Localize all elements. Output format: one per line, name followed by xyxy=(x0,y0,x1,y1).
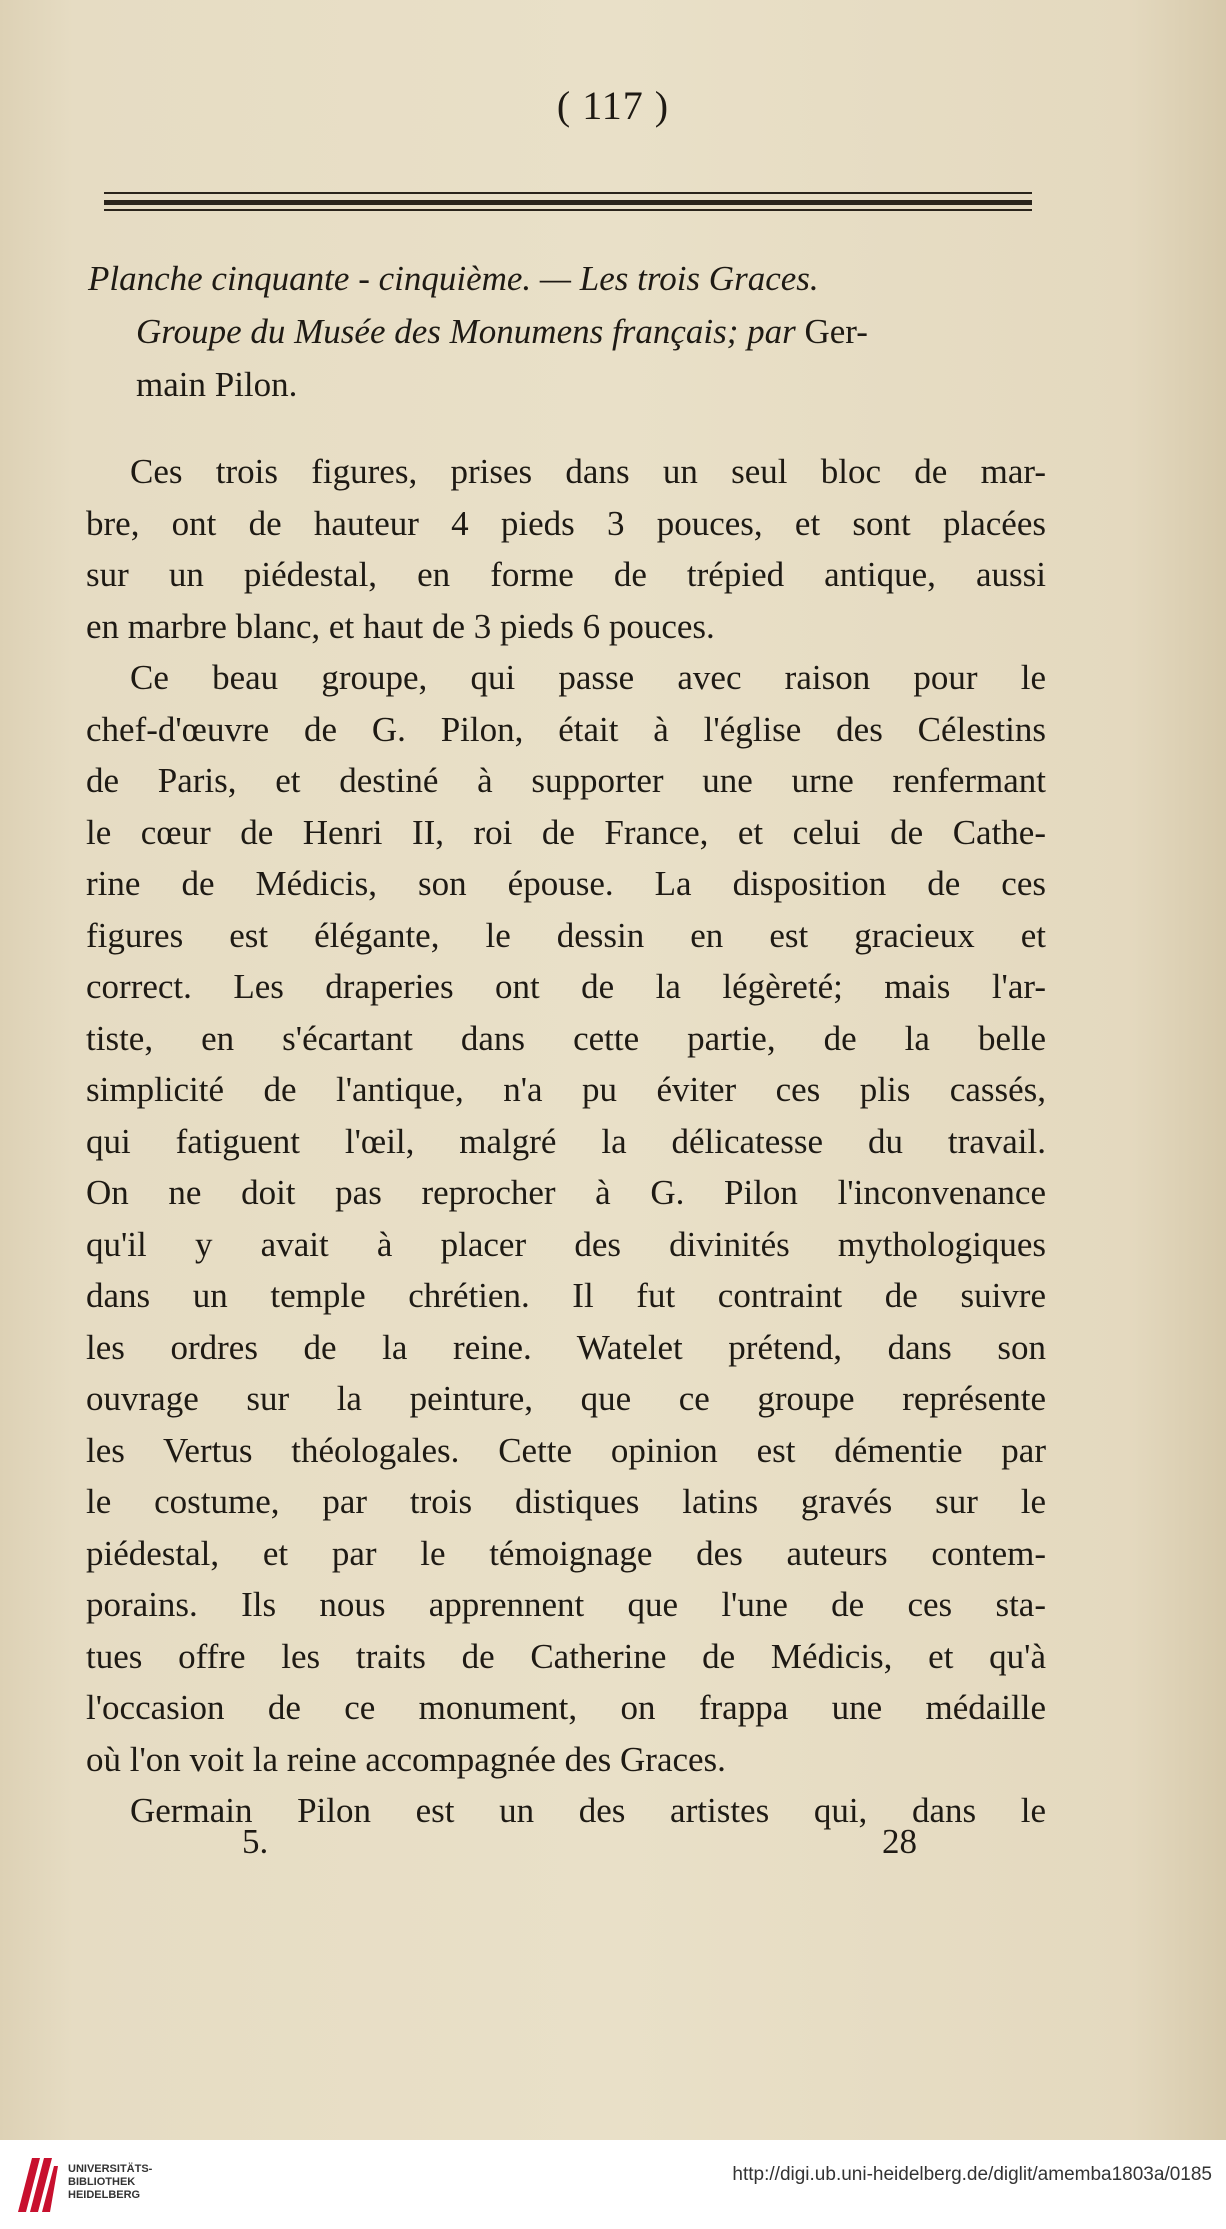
body-line: l'occasion de ce monument, on frappa une médaille xyxy=(86,1688,1046,1727)
body-line: tues offre les traits de Catherine de Médicis, et qu'à xyxy=(86,1636,1046,1676)
body-line: les ordres de la reine. Watelet prétend, dans son xyxy=(86,1327,1046,1367)
header-rule xyxy=(104,192,1032,212)
body-line: rine de Médicis, son épouse. La disposition de ces xyxy=(86,864,1046,903)
caption-roman: main Pilon. xyxy=(136,365,298,404)
body-line: figures est élégante, le dessin en est gracieux et xyxy=(86,915,1046,955)
rule-thin-top xyxy=(104,192,1032,194)
body-line: en marbre blanc, et haut de 3 pieds 6 pouces. xyxy=(86,606,715,646)
caption-line xyxy=(88,252,1048,305)
page-number: ( 117 ) xyxy=(556,83,670,128)
rule-thick xyxy=(104,200,1032,205)
library-name-line: BIBLIOTHEK xyxy=(68,2176,136,2188)
caption-line xyxy=(88,305,1048,358)
body-line: Germain Pilon est un des artistes qui, dans le xyxy=(130,1791,1046,1830)
body-text xyxy=(86,446,1046,1837)
body-line: le cœur de Henri II, roi de France, et celui de Cathe- xyxy=(86,812,1046,852)
viewer-footer xyxy=(0,2140,1226,2229)
plate-caption xyxy=(88,252,1048,411)
library-name xyxy=(68,2163,152,2202)
body-line: piédestal, et par le témoignage des auteurs contem- xyxy=(86,1533,1046,1573)
body-line: le costume, par trois distiques latins gravés sur le xyxy=(86,1482,1046,1521)
signature-mark: 5. xyxy=(242,1822,269,1861)
body-line: correct. Les draperies ont de la légèreté; mais l'ar- xyxy=(86,967,1046,1006)
body-line: qui fatiguent l'œil, malgré la délicatesse du travail. xyxy=(86,1121,1046,1161)
caption-roman: Ger- xyxy=(795,312,868,351)
body-line: qu'il y avait à placer des divinités mythologiques xyxy=(86,1224,1046,1264)
permalink-url[interactable]: http://digi.ub.uni-heidelberg.de/diglit/amemba1803a/0185 xyxy=(732,2164,1212,2185)
caption-italic: Planche cinquante - cinquième. — Les trois Graces. xyxy=(88,259,819,298)
body-line: chef-d'œuvre de G. Pilon, était à l'église des Célestins xyxy=(86,709,1046,749)
body-line: Ces trois figures, prises dans un seul bloc de mar- xyxy=(130,452,1046,491)
library-name-line: UNIVERSITÄTS- xyxy=(68,2163,153,2175)
body-line: de Paris, et destiné à supporter une urne renfermant xyxy=(86,761,1046,800)
body-line: les Vertus théologales. Cette opinion est démentie par xyxy=(86,1430,1046,1470)
heidelberg-library-logo-icon[interactable] xyxy=(14,2154,60,2216)
body-line: porains. Ils nous apprennent que l'une de ces sta- xyxy=(86,1585,1046,1624)
body-line: ouvrage sur la peinture, que ce groupe représente xyxy=(86,1379,1046,1418)
body-line: Ce beau groupe, qui passe avec raison pour le xyxy=(130,658,1046,697)
caption-line xyxy=(88,358,1048,411)
body-line: dans un temple chrétien. Il fut contraint de suivre xyxy=(86,1276,1046,1315)
body-line: bre, ont de hauteur 4 pieds 3 pouces, et sont placées xyxy=(86,503,1046,543)
body-line: tiste, en s'écartant dans cette partie, de la belle xyxy=(86,1018,1046,1058)
body-line: où l'on voit la reine accompagnée des Graces. xyxy=(86,1739,726,1779)
rule-thin-bottom xyxy=(104,209,1032,211)
caption-italic: Groupe du Musée des Monumens français; par xyxy=(136,312,796,351)
body-line: sur un piédestal, en forme de trépied antique, aussi xyxy=(86,555,1046,594)
body-line: simplicité de l'antique, n'a pu éviter ces plis cassés, xyxy=(86,1070,1046,1109)
library-name-line: HEIDELBERG xyxy=(68,2189,141,2201)
body-line: On ne doit pas reprocher à G. Pilon l'inconvenance xyxy=(86,1173,1046,1212)
signature-line xyxy=(0,1822,1226,1868)
catchword-number: 28 xyxy=(882,1822,917,1861)
